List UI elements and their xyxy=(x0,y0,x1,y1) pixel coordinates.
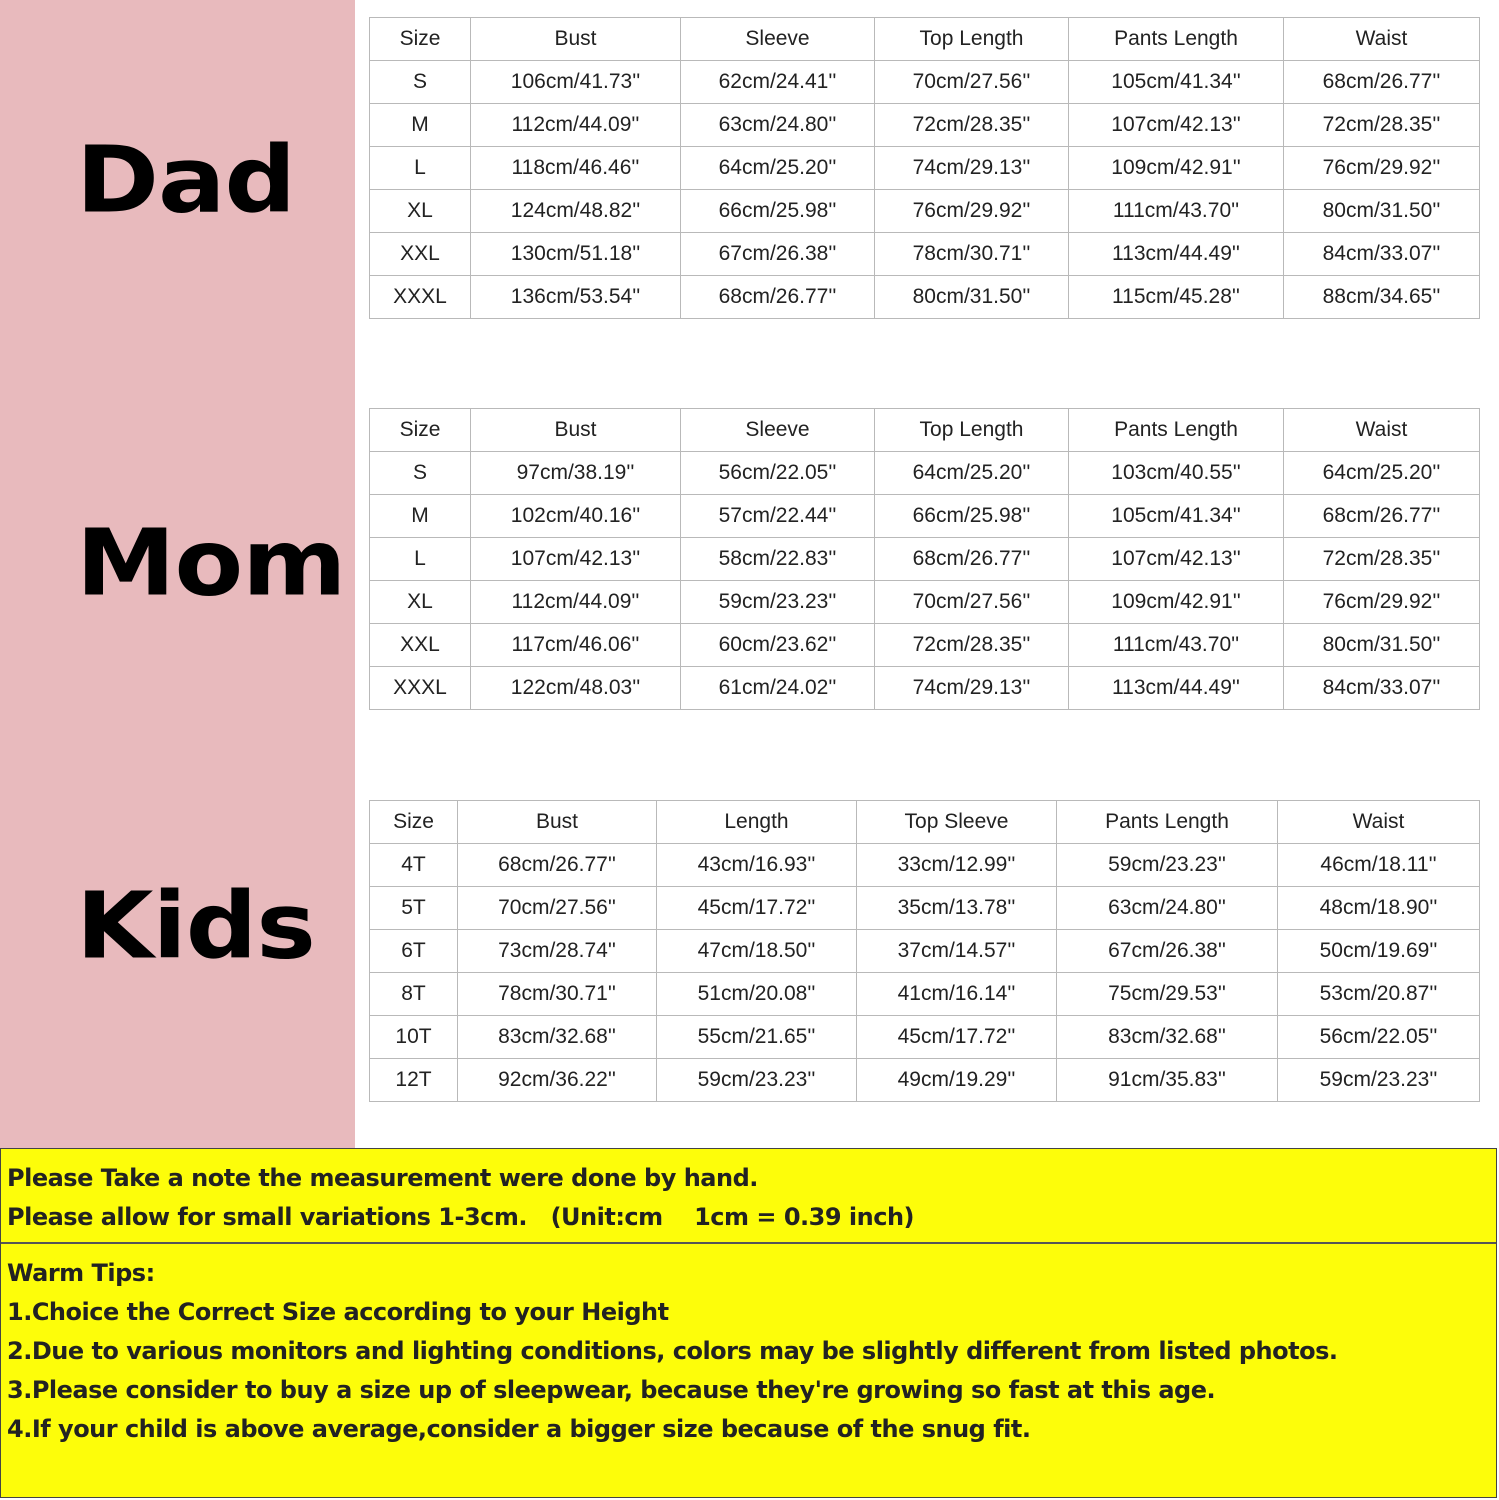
size-cell: 5T xyxy=(370,887,458,930)
measurement-cell: 91cm/35.83'' xyxy=(1057,1059,1278,1102)
warm-tips-title: Warm Tips: xyxy=(7,1259,155,1287)
measurement-cell: 83cm/32.68'' xyxy=(458,1016,657,1059)
warm-tips xyxy=(1,1244,1496,1449)
measurement-cell: 56cm/22.05'' xyxy=(1278,1016,1480,1059)
measurement-cell: 111cm/43.70'' xyxy=(1069,624,1284,667)
column-header: Top Length xyxy=(875,409,1069,452)
measurement-cell: 78cm/30.71'' xyxy=(875,233,1069,276)
measurement-cell: 68cm/26.77'' xyxy=(875,538,1069,581)
measurement-cell: 117cm/46.06'' xyxy=(471,624,681,667)
measurement-cell: 68cm/26.77'' xyxy=(458,844,657,887)
measurement-cell: 70cm/27.56'' xyxy=(875,581,1069,624)
kids-label: Kids xyxy=(76,871,315,980)
measurement-cell: 41cm/16.14'' xyxy=(857,973,1057,1016)
table-row xyxy=(370,276,1480,319)
measurement-cell: 33cm/12.99'' xyxy=(857,844,1057,887)
measurement-cell: 63cm/24.80'' xyxy=(1057,887,1278,930)
measurement-cell: 72cm/28.35'' xyxy=(1284,538,1480,581)
column-header: Top Length xyxy=(875,18,1069,61)
measurement-cell: 74cm/29.13'' xyxy=(875,667,1069,710)
table-row xyxy=(370,452,1480,495)
measurement-cell: 111cm/43.70'' xyxy=(1069,190,1284,233)
table-row xyxy=(370,973,1480,1016)
column-header: Waist xyxy=(1284,409,1480,452)
measurement-cell: 66cm/25.98'' xyxy=(681,190,875,233)
column-header: Pants Length xyxy=(1057,801,1278,844)
table-row xyxy=(370,1059,1480,1102)
column-header: Bust xyxy=(471,18,681,61)
measurement-cell: 105cm/41.34'' xyxy=(1069,495,1284,538)
measurement-cell: 37cm/14.57'' xyxy=(857,930,1057,973)
table-row xyxy=(370,1016,1480,1059)
measurement-cell: 53cm/20.87'' xyxy=(1278,973,1480,1016)
size-cell: 6T xyxy=(370,930,458,973)
column-header: Pants Length xyxy=(1069,409,1284,452)
note-line: Please Take a note the measurement were done by hand. xyxy=(7,1164,758,1192)
size-cell: 8T xyxy=(370,973,458,1016)
measurement-note xyxy=(1,1149,1496,1244)
measurement-cell: 70cm/27.56'' xyxy=(875,61,1069,104)
measurement-cell: 50cm/19.69'' xyxy=(1278,930,1480,973)
table-row xyxy=(370,887,1480,930)
measurement-cell: 107cm/42.13'' xyxy=(471,538,681,581)
measurement-cell: 57cm/22.44'' xyxy=(681,495,875,538)
measurement-cell: 103cm/40.55'' xyxy=(1069,452,1284,495)
size-cell: 10T xyxy=(370,1016,458,1059)
column-header: Waist xyxy=(1284,18,1480,61)
table-row xyxy=(370,147,1480,190)
column-header: Sleeve xyxy=(681,409,875,452)
measurement-cell: 112cm/44.09'' xyxy=(471,581,681,624)
measurement-cell: 55cm/21.65'' xyxy=(657,1016,857,1059)
measurement-cell: 68cm/26.77'' xyxy=(1284,61,1480,104)
measurement-cell: 80cm/31.50'' xyxy=(1284,190,1480,233)
mom-size-table xyxy=(369,408,1480,710)
measurement-cell: 109cm/42.91'' xyxy=(1069,581,1284,624)
measurement-cell: 122cm/48.03'' xyxy=(471,667,681,710)
measurement-cell: 106cm/41.73'' xyxy=(471,61,681,104)
size-cell: S xyxy=(370,61,471,104)
size-cell: XXXL xyxy=(370,276,471,319)
size-cell: XL xyxy=(370,190,471,233)
measurement-cell: 43cm/16.93'' xyxy=(657,844,857,887)
column-header: Sleeve xyxy=(681,18,875,61)
size-cell: XXL xyxy=(370,624,471,667)
measurement-cell: 105cm/41.34'' xyxy=(1069,61,1284,104)
measurement-cell: 73cm/28.74'' xyxy=(458,930,657,973)
table-row xyxy=(370,624,1480,667)
measurement-cell: 35cm/13.78'' xyxy=(857,887,1057,930)
column-header: Waist xyxy=(1278,801,1480,844)
column-header: Top Sleeve xyxy=(857,801,1057,844)
measurement-cell: 47cm/18.50'' xyxy=(657,930,857,973)
measurement-cell: 68cm/26.77'' xyxy=(681,276,875,319)
size-cell: L xyxy=(370,538,471,581)
size-cell: XL xyxy=(370,581,471,624)
measurement-cell: 124cm/48.82'' xyxy=(471,190,681,233)
size-cell: S xyxy=(370,452,471,495)
measurement-cell: 67cm/26.38'' xyxy=(1057,930,1278,973)
measurement-cell: 49cm/19.29'' xyxy=(857,1059,1057,1102)
column-header: Bust xyxy=(458,801,657,844)
table-row xyxy=(370,930,1480,973)
note-line: Please allow for small variations 1-3cm. (Unit:cm 1cm = 0.39 inch) xyxy=(7,1203,914,1231)
column-header: Size xyxy=(370,801,458,844)
size-cell: XXL xyxy=(370,233,471,276)
measurement-cell: 88cm/34.65'' xyxy=(1284,276,1480,319)
measurement-cell: 64cm/25.20'' xyxy=(681,147,875,190)
measurement-cell: 113cm/44.49'' xyxy=(1069,233,1284,276)
measurement-cell: 75cm/29.53'' xyxy=(1057,973,1278,1016)
table-row xyxy=(370,190,1480,233)
measurement-cell: 84cm/33.07'' xyxy=(1284,667,1480,710)
measurement-cell: 64cm/25.20'' xyxy=(1284,452,1480,495)
measurement-cell: 51cm/20.08'' xyxy=(657,973,857,1016)
measurement-cell: 136cm/53.54'' xyxy=(471,276,681,319)
measurement-cell: 107cm/42.13'' xyxy=(1069,104,1284,147)
measurement-cell: 58cm/22.83'' xyxy=(681,538,875,581)
kids-size-table xyxy=(369,800,1480,1102)
measurement-cell: 59cm/23.23'' xyxy=(1278,1059,1480,1102)
tip-item: 1.Choice the Correct Size according to your Height xyxy=(7,1298,669,1326)
measurement-cell: 61cm/24.02'' xyxy=(681,667,875,710)
measurement-cell: 115cm/45.28'' xyxy=(1069,276,1284,319)
measurement-cell: 74cm/29.13'' xyxy=(875,147,1069,190)
measurement-cell: 83cm/32.68'' xyxy=(1057,1016,1278,1059)
measurement-cell: 66cm/25.98'' xyxy=(875,495,1069,538)
measurement-cell: 130cm/51.18'' xyxy=(471,233,681,276)
table-header-row xyxy=(370,801,1480,844)
table-row xyxy=(370,104,1480,147)
column-header: Size xyxy=(370,18,471,61)
measurement-cell: 63cm/24.80'' xyxy=(681,104,875,147)
measurement-cell: 72cm/28.35'' xyxy=(875,104,1069,147)
measurement-cell: 46cm/18.11'' xyxy=(1278,844,1480,887)
measurement-cell: 59cm/23.23'' xyxy=(1057,844,1278,887)
measurement-cell: 45cm/17.72'' xyxy=(857,1016,1057,1059)
measurement-cell: 72cm/28.35'' xyxy=(875,624,1069,667)
table-row xyxy=(370,61,1480,104)
measurement-cell: 59cm/23.23'' xyxy=(681,581,875,624)
measurement-cell: 92cm/36.22'' xyxy=(458,1059,657,1102)
measurement-cell: 78cm/30.71'' xyxy=(458,973,657,1016)
size-cell: M xyxy=(370,495,471,538)
measurement-cell: 48cm/18.90'' xyxy=(1278,887,1480,930)
mom-label: Mom xyxy=(76,508,346,617)
column-header: Pants Length xyxy=(1069,18,1284,61)
measurement-cell: 67cm/26.38'' xyxy=(681,233,875,276)
measurement-cell: 72cm/28.35'' xyxy=(1284,104,1480,147)
tip-item: 2.Due to various monitors and lighting conditions, colors may be slightly different from listed photos. xyxy=(7,1337,1338,1365)
column-header: Size xyxy=(370,409,471,452)
dad-label: Dad xyxy=(76,125,296,234)
measurement-cell: 107cm/42.13'' xyxy=(1069,538,1284,581)
measurement-cell: 59cm/23.23'' xyxy=(657,1059,857,1102)
measurement-cell: 109cm/42.91'' xyxy=(1069,147,1284,190)
size-cell: 4T xyxy=(370,844,458,887)
column-header: Length xyxy=(657,801,857,844)
measurement-cell: 102cm/40.16'' xyxy=(471,495,681,538)
size-cell: 12T xyxy=(370,1059,458,1102)
column-header: Bust xyxy=(471,409,681,452)
size-cell: XXXL xyxy=(370,667,471,710)
notes-panel xyxy=(0,1148,1497,1498)
tip-item: 3.Please consider to buy a size up of sleepwear, because they're growing so fast at this age. xyxy=(7,1376,1216,1404)
measurement-cell: 56cm/22.05'' xyxy=(681,452,875,495)
measurement-cell: 112cm/44.09'' xyxy=(471,104,681,147)
measurement-cell: 80cm/31.50'' xyxy=(875,276,1069,319)
table-row xyxy=(370,844,1480,887)
dad-size-table xyxy=(369,17,1480,319)
size-cell: L xyxy=(370,147,471,190)
measurement-cell: 64cm/25.20'' xyxy=(875,452,1069,495)
measurement-cell: 97cm/38.19'' xyxy=(471,452,681,495)
measurement-cell: 76cm/29.92'' xyxy=(1284,581,1480,624)
measurement-cell: 80cm/31.50'' xyxy=(1284,624,1480,667)
table-row xyxy=(370,581,1480,624)
measurement-cell: 76cm/29.92'' xyxy=(875,190,1069,233)
table-header-row xyxy=(370,18,1480,61)
measurement-cell: 84cm/33.07'' xyxy=(1284,233,1480,276)
measurement-cell: 60cm/23.62'' xyxy=(681,624,875,667)
table-row xyxy=(370,538,1480,581)
measurement-cell: 76cm/29.92'' xyxy=(1284,147,1480,190)
measurement-cell: 68cm/26.77'' xyxy=(1284,495,1480,538)
size-cell: M xyxy=(370,104,471,147)
measurement-cell: 45cm/17.72'' xyxy=(657,887,857,930)
table-row xyxy=(370,495,1480,538)
measurement-cell: 113cm/44.49'' xyxy=(1069,667,1284,710)
table-row xyxy=(370,667,1480,710)
measurement-cell: 62cm/24.41'' xyxy=(681,61,875,104)
table-header-row xyxy=(370,409,1480,452)
table-row xyxy=(370,233,1480,276)
measurement-cell: 70cm/27.56'' xyxy=(458,887,657,930)
measurement-cell: 118cm/46.46'' xyxy=(471,147,681,190)
tip-item: 4.If your child is above average,consider a bigger size because of the snug fit. xyxy=(7,1415,1031,1443)
